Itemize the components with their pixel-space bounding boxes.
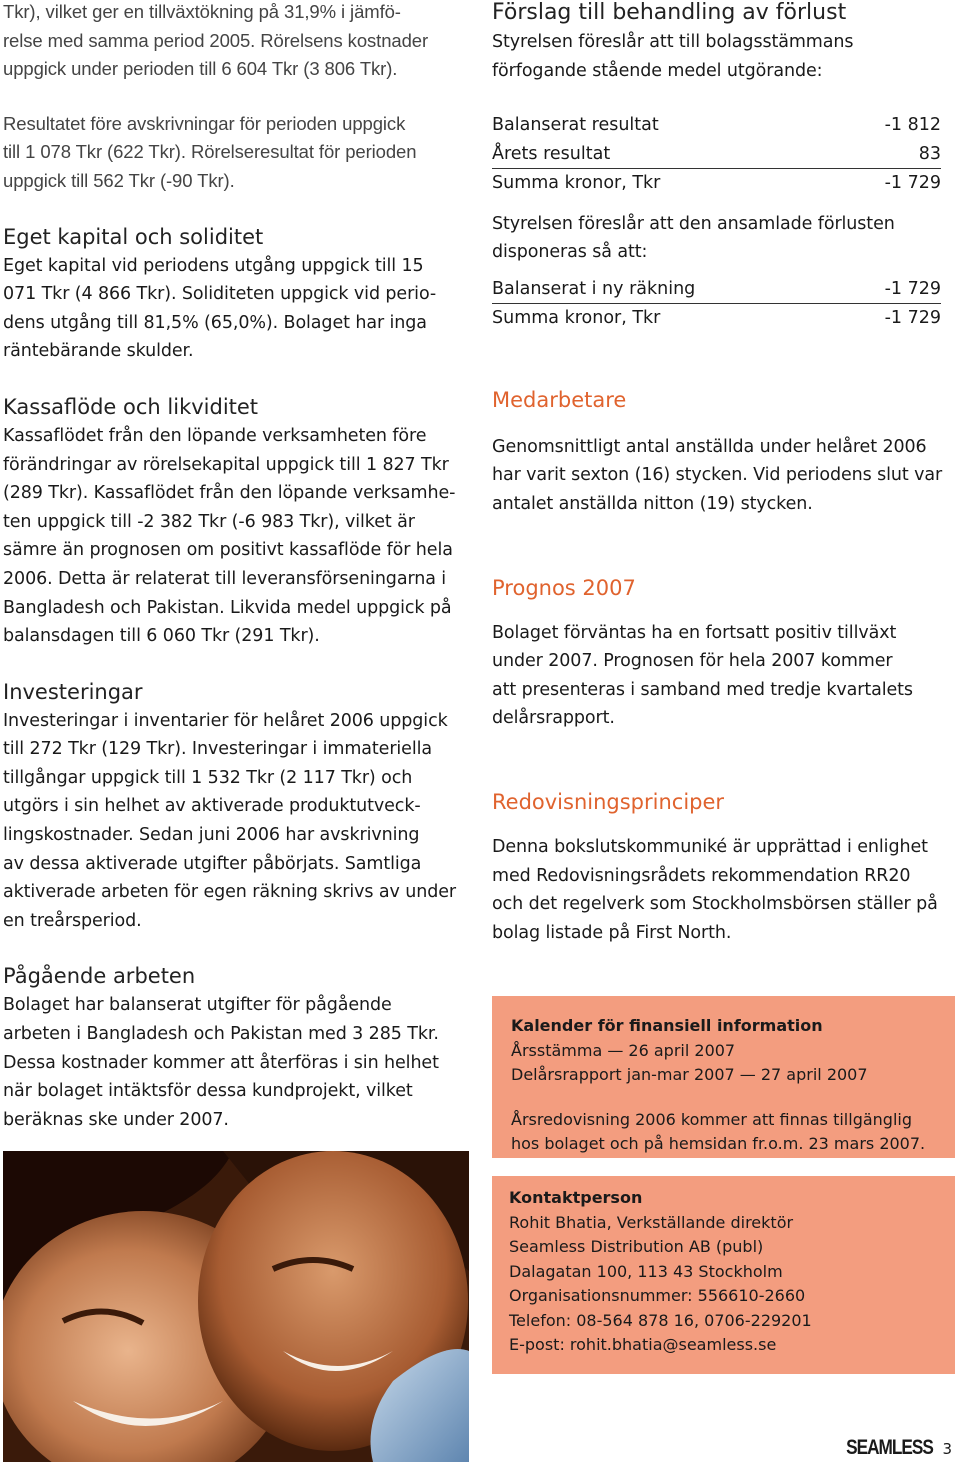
box-title: Kalender för finansiell information — [511, 1016, 823, 1035]
section-heading: Medarbetare — [492, 387, 627, 412]
text-line: (289 Tkr). Kassaflödet från den löpande verksamhe- — [3, 483, 456, 504]
row-label: Summa kronor, Tkr — [492, 308, 661, 329]
text-line: av dessa aktiverade utgifter påbörjats. Samtliga — [3, 853, 422, 874]
calendar-note-line: Årsredovisning 2006 kommer att finnas tillgänglig — [511, 1109, 912, 1129]
row-value: -1 729 — [884, 308, 941, 329]
section-heading: Pågående arbeten — [3, 964, 196, 989]
contact-line: Seamless Distribution AB (publ) — [509, 1237, 764, 1256]
text-line: tillgångar uppgick till 1 532 Tkr (2 117 Tkr) och — [3, 767, 413, 788]
text-line: beräknas ske under 2007. — [3, 1109, 229, 1130]
text-line: Eget kapital vid periodens utgång uppgick till 15 — [3, 255, 424, 276]
text-line: aktiverade arbeten för egen räkning skrivs av under — [3, 882, 456, 903]
right-column — [492, 0, 954, 947]
text-line: Bolaget har balanserat utgifter för pågående — [3, 995, 392, 1016]
text-line: dens utgång till 81,5% (65,0%). Bolaget har inga — [3, 312, 427, 333]
result-paragraph — [3, 110, 471, 196]
text-line: bolag listade på First North. — [492, 922, 732, 943]
loss-section — [492, 0, 954, 333]
table-row — [492, 275, 941, 304]
text-line: Genomsnittligt antal anställda under helåret 2006 — [492, 436, 927, 457]
financial-calendar-box — [492, 996, 955, 1158]
row-label: Balanserat i ny räkning — [492, 278, 696, 299]
text-line: sämre än prognosen om positivt kassaflöde för hela — [3, 540, 453, 561]
box-title: Kontaktperson — [509, 1188, 643, 1207]
row-value: -1 812 — [884, 115, 941, 136]
text-line: att presenteras i samband med tredje kvartalets — [492, 679, 913, 700]
text-line: 071 Tkr (4 866 Tkr). Soliditeten uppgick vid perio- — [3, 284, 437, 305]
text-line: Investeringar i inventarier för helåret 2006 uppgick — [3, 710, 448, 731]
row-label: Balanserat resultat — [492, 115, 659, 136]
contact-line: Dalagatan 100, 113 43 Stockholm — [509, 1261, 783, 1281]
text-line: en treårsperiod. — [3, 910, 142, 931]
ongoing-work-section — [3, 961, 471, 1134]
section-heading: Redovisningsprinciper — [492, 790, 725, 815]
text-line: Tkr), vilket ger en tillväxtökning på 31,9% i jämfö- — [3, 1, 401, 22]
section-heading: Kassaflöde och likviditet — [3, 394, 259, 419]
text-line: uppgick under perioden till 6 604 Tkr (3 806 Tkr). — [3, 58, 398, 80]
table-total-row — [492, 168, 941, 198]
text-line: till 272 Tkr (129 Tkr). Investeringar i immateriella — [3, 739, 432, 760]
text-line: ten uppgick till -2 382 Tkr (-6 983 Tkr), vilket är — [3, 511, 415, 532]
text-line: förändringar av rörelsekapital uppgick till 1 827 Tkr — [3, 454, 449, 475]
text-line: när bolaget intäktsför dessa kundprojekt, vilket — [3, 1081, 413, 1102]
text-line: Dessa kostnader kommer att återföras i sin helhet — [3, 1052, 439, 1073]
text-line: Denna bokslutskommuniké är upprättad i enlighet — [492, 837, 928, 858]
text-line: har varit sexton (16) stycken. Vid periodens slut var — [492, 465, 943, 486]
text-line: lingskostnader. Sedan juni 2006 har avskrivning — [3, 825, 420, 846]
text-line: Resultatet före avskrivningar för perioden uppgick — [3, 112, 406, 134]
contact-line: Telefon: 08-564 878 16, 0706-229201 — [509, 1310, 812, 1330]
section-heading: Förslag till behandling av förlust — [492, 0, 847, 25]
text-line: Bolaget förväntas ha en fortsatt positiv tillväxt — [492, 622, 897, 643]
intro-paragraph — [3, 0, 471, 84]
cashflow-section — [3, 392, 471, 651]
section-heading: Investeringar — [3, 679, 143, 704]
contact-line: Rohit Bhatia, Verkställande direktör — [509, 1212, 794, 1232]
text-line: delårsrapport. — [492, 708, 615, 729]
text-line: Styrelsen föreslår att den ansamlade förlusten — [492, 213, 895, 234]
equity-section — [3, 222, 471, 366]
text-line: räntebärande skulder. — [3, 341, 194, 362]
seamless-logo: SEAMLESS — [845, 1436, 933, 1459]
left-column — [3, 0, 471, 1134]
smiling-couple-photo — [3, 1151, 469, 1462]
page-footer — [827, 1436, 952, 1460]
calendar-line: Delårsrapport jan-mar 2007 — 27 april 2007 — [511, 1065, 868, 1084]
calendar-line: Årsstämma — 26 april 2007 — [511, 1040, 736, 1060]
staff-section — [492, 385, 954, 519]
row-value: -1 729 — [884, 278, 941, 299]
text-line: Bangladesh och Pakistan. Likvida medel uppgick på — [3, 597, 452, 618]
row-value: -1 729 — [884, 173, 941, 194]
text-line: med Redovisningsrådets rekommendation RR20 — [492, 865, 911, 886]
row-label: Summa kronor, Tkr — [492, 173, 661, 194]
text-line: 2006. Detta är relaterat till leveransförseningarna i — [3, 568, 447, 589]
row-label: Årets resultat — [492, 143, 611, 164]
text-line: Styrelsen föreslår att till bolagsstämmans — [492, 32, 854, 52]
contact-email[interactable]: E-post: rohit.bhatia@seamless.se — [509, 1335, 777, 1354]
text-line: arbeten i Bangladesh och Pakistan med 3 285 Tkr. — [3, 1024, 439, 1045]
contact-line: Organisationsnummer: 556610-2660 — [509, 1286, 806, 1305]
text-line: antalet anställda nitton (19) stycken. — [492, 494, 813, 515]
text-line: till 1 078 Tkr (622 Tkr). Rörelseresultat för perioden — [3, 141, 417, 163]
forecast-section — [492, 573, 954, 733]
text-line: förfogande stående medel utgörande: — [492, 60, 823, 81]
investments-section — [3, 677, 471, 936]
text-line: disponeras så att: — [492, 242, 648, 263]
contact-box — [492, 1176, 955, 1374]
section-heading: Prognos 2007 — [492, 575, 636, 600]
photo-illustration — [3, 1151, 469, 1462]
table-total-row — [492, 303, 941, 333]
text-line: och det regelverk som Stockholmsbörsen ställer på — [492, 894, 938, 915]
section-heading: Eget kapital och soliditet — [3, 224, 264, 249]
table-row — [492, 140, 941, 169]
page-number: 3 — [942, 1440, 952, 1458]
principles-section — [492, 787, 954, 947]
disposition-table — [492, 275, 941, 333]
text-line: relse med samma period 2005. Rörelsens kostnader — [3, 29, 429, 51]
text-line: balansdagen till 6 060 Tkr (291 Tkr). — [3, 626, 320, 647]
row-value: 83 — [918, 143, 941, 164]
text-line: under 2007. Prognosen för hela 2007 kommer — [492, 651, 893, 672]
text-line: uppgick till 562 Tkr (-90 Tkr). — [3, 169, 235, 191]
calendar-note-line: hos bolaget och på hemsidan fr.o.m. 23 mars 2007. — [511, 1134, 926, 1153]
text-line: utgörs i sin helhet av aktiverade produktutveck- — [3, 796, 421, 817]
text-line: Kassaflödet från den löpande verksamheten före — [3, 425, 427, 446]
table-row — [492, 111, 941, 140]
loss-table — [492, 111, 941, 198]
